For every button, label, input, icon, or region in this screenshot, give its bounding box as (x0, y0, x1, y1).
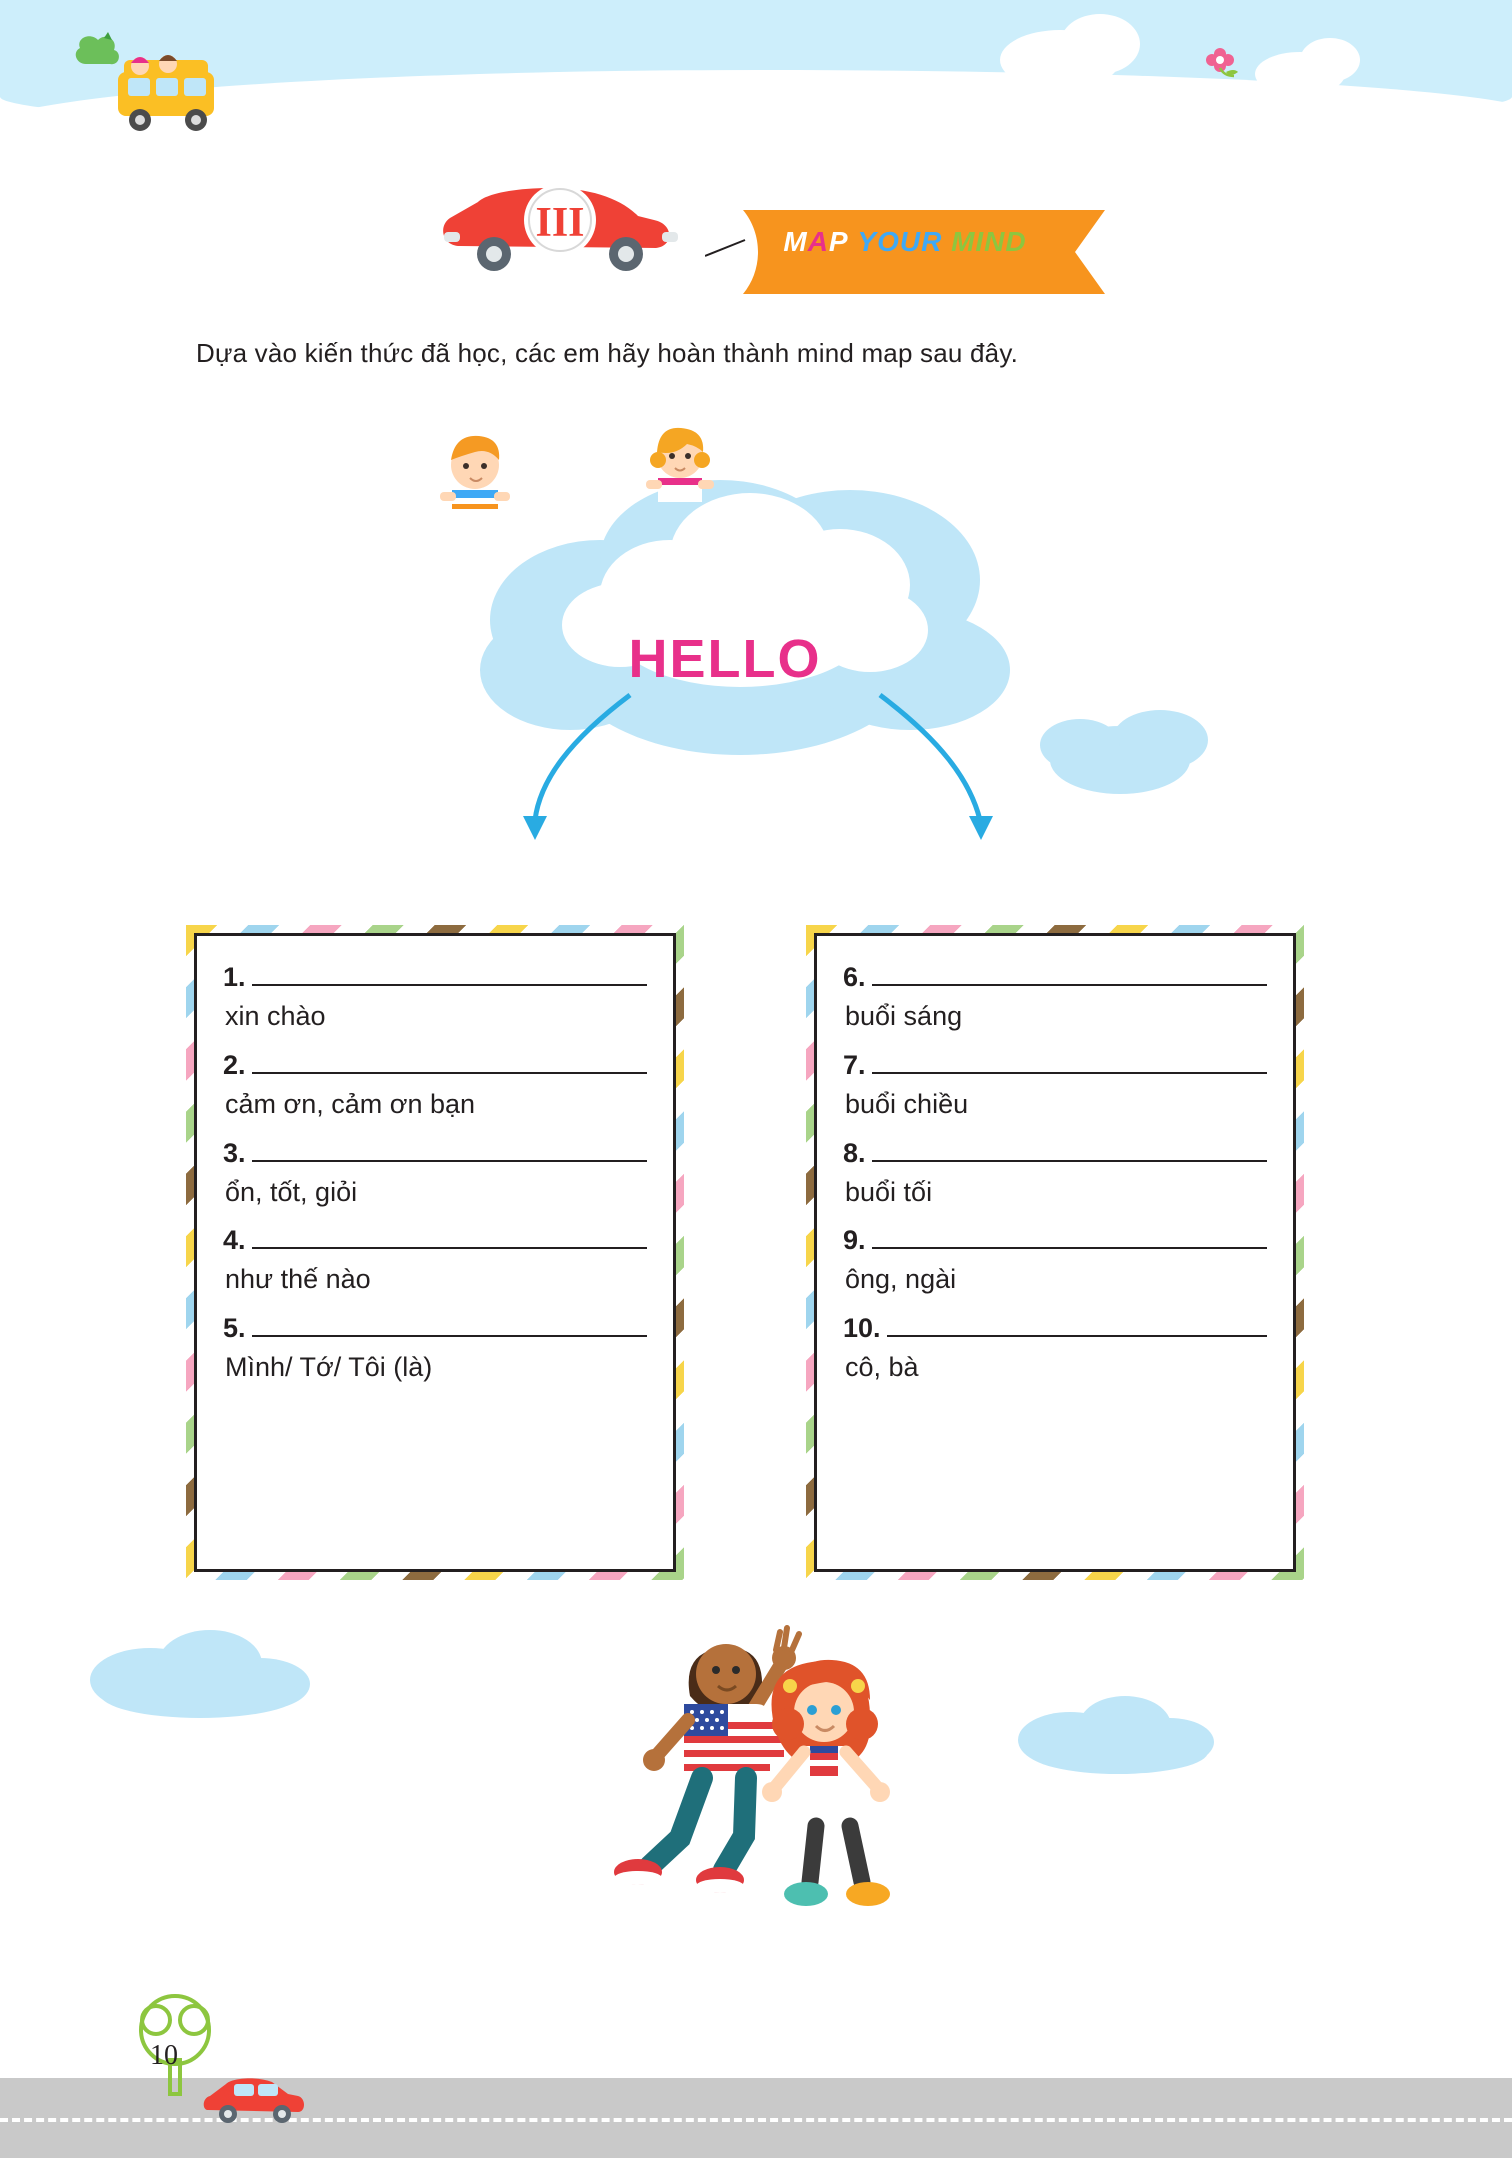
boy-waving (614, 1628, 799, 1893)
answer-blank-line[interactable] (887, 1313, 1267, 1337)
question-row (843, 962, 1267, 993)
school-bus-illustration (60, 30, 260, 140)
answer-box-left-inner (194, 933, 676, 1572)
ribbon-label-m: M (783, 226, 808, 257)
question-number: 9. (843, 1225, 866, 1256)
answer-blank-line[interactable] (252, 1225, 647, 1249)
answer-blank-line[interactable] (252, 1138, 647, 1162)
answer-hint: Mình/ Tớ/ Tôi (là) (225, 1352, 433, 1382)
answer-blank-line[interactable] (872, 1138, 1267, 1162)
question-number: 5. (223, 1313, 246, 1343)
answer-hint: buổi tối (845, 1176, 933, 1207)
answer-hint: buổi sáng (845, 1001, 963, 1031)
question-row (843, 1313, 1267, 1344)
answer-hint: như thế nào (225, 1264, 371, 1295)
answer-box-right-inner (814, 933, 1296, 1572)
answer-blank-line[interactable] (872, 1225, 1267, 1249)
question-number: 8. (843, 1137, 866, 1168)
answer-blank-line[interactable] (872, 1050, 1267, 1074)
bottom-left-cloud (70, 1610, 330, 1730)
page-top-banner (0, 0, 1512, 175)
red-car-numeral-badge (430, 168, 700, 288)
question-row (223, 1050, 647, 1081)
ribbon-label-p: P (828, 226, 849, 257)
instruction-text: Dựa vào kiến thức đã học, các em hãy hoàn thành mind map sau đây. (196, 338, 1019, 368)
girl-character-bottom (762, 1660, 890, 1906)
ribbon-label-mind: MIND (951, 226, 1027, 257)
answer-box-right (806, 925, 1304, 1580)
question-row (223, 1138, 647, 1169)
answer-hint: xin chào (225, 1001, 326, 1031)
question-number: 6. (843, 962, 866, 992)
answer-hint: buổi chiều (845, 1088, 969, 1119)
banner-cloud-2 (1060, 14, 1140, 74)
arrow-left-head (523, 816, 547, 840)
ribbon-label-your: YOUR (857, 226, 943, 257)
question-number: 3. (223, 1137, 246, 1168)
page-number: 10 (150, 2040, 178, 2071)
section-numeral: III (535, 200, 585, 246)
question-row (223, 1313, 647, 1344)
question-row (223, 962, 647, 993)
banner-cloud-4 (1300, 38, 1360, 82)
ribbon-label (740, 226, 1070, 258)
question-number: 7. (843, 1049, 866, 1080)
question-row (843, 1050, 1267, 1081)
answer-hint: cảm ơn, cảm ơn bạn (225, 1088, 476, 1119)
answer-hint: cô, bà (845, 1352, 919, 1382)
arrow-right-head (969, 816, 993, 840)
answer-blank-line[interactable] (252, 1050, 647, 1074)
question-number: 10. (843, 1313, 881, 1343)
bottom-right-cloud (1000, 1680, 1230, 1780)
flower-icon (1200, 40, 1240, 80)
footer-red-car-icon (200, 2070, 310, 2130)
answer-hint: ổn, tốt, giỏi (225, 1176, 358, 1207)
answer-blank-line[interactable] (252, 962, 647, 986)
two-kids-illustration (540, 1600, 960, 1950)
answer-blank-line[interactable] (872, 962, 1267, 986)
mindmap-center-label: HELLO (628, 629, 822, 689)
question-number: 4. (223, 1225, 246, 1256)
question-row (223, 1225, 647, 1256)
ribbon-label-a: A (807, 226, 829, 257)
answer-hint: ông, ngài (845, 1264, 957, 1295)
answer-blank-line[interactable] (252, 1313, 647, 1337)
boy-character (440, 436, 510, 572)
answer-box-left (186, 925, 684, 1580)
question-row (843, 1225, 1267, 1256)
question-row (843, 1138, 1267, 1169)
section-header (430, 168, 1110, 298)
question-number: 2. (223, 1049, 246, 1080)
question-number: 1. (223, 962, 246, 992)
